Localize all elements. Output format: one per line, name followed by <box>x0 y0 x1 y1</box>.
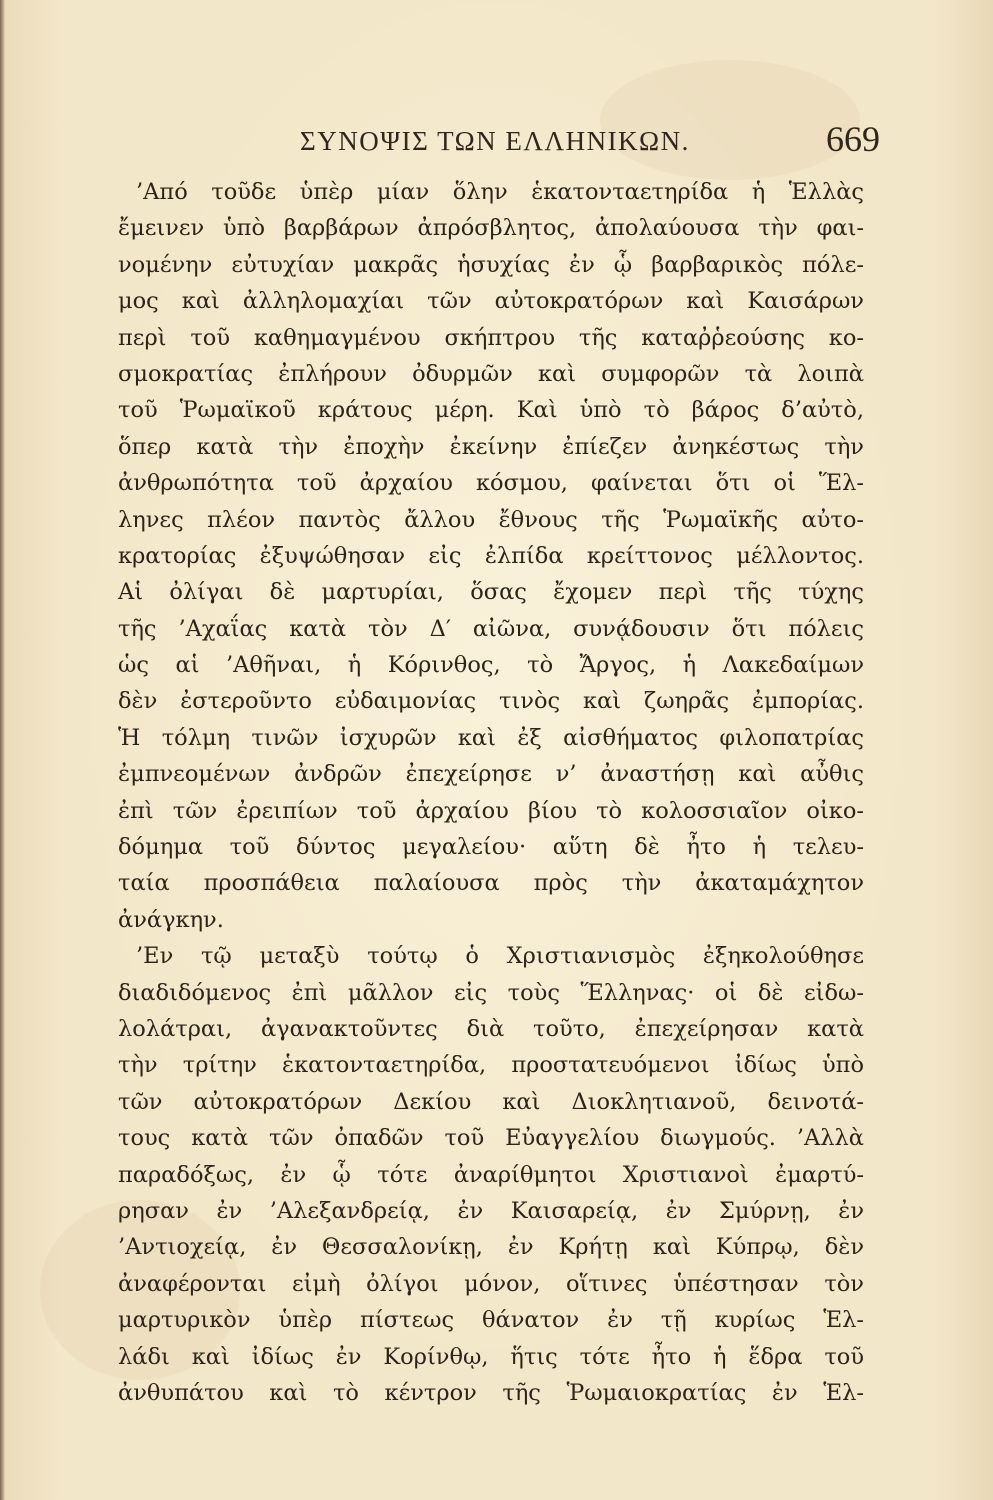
text-line: ’Αντιοχείᾳ, ἐν Θεσσαλονίκῃ, ἐν Κρήτῃ καὶ Κύπρῳ, δὲν <box>118 1234 864 1261</box>
text-line: σμοκρατίας ἐπλήρουν ὀδυρμῶν καὶ συμφορῶν τὰ λοιπὰ <box>118 360 864 387</box>
text-line: ἀνθρωπότητα τοῦ ἀρχαίου κόσμου, φαίνεται ὅτι οἱ Ἕλ- <box>118 470 864 497</box>
text-line: ὡς αἱ ’Αθῆναι, ἡ Κόρινθος, τὸ Ἄργος, ἡ Λακεδαίμων <box>118 652 864 679</box>
text-line: ὅπερ κατὰ τὴν ἐποχὴν ἐκείνην ἐπίεζεν ἀνηκέστως τὴν <box>118 433 864 460</box>
text-line: ’Εν τῷ μεταξὺ τούτῳ ὁ Χριστιανισμὸς ἐξηκολούθησε <box>136 943 864 970</box>
text-line: ἐμπνεομένων ἀνδρῶν ἐπεχείρησε ν’ ἀναστήσῃ καὶ αὖθις <box>118 761 864 788</box>
text-line: διαδιδόμενος ἐπὶ μᾶλλον εἰς τοὺς Ἕλληνας· οἱ δὲ εἰδω- <box>118 979 864 1006</box>
text-line: ἔμεινεν ὑπὸ βαρβάρων ἀπρόσβλητος, ἀπολαύουσα τὴν φαι- <box>118 215 864 242</box>
text-line: ρησαν ἐν ’Αλεξανδρείᾳ, ἐν Καισαρείᾳ, ἐν Σμύρνῃ, ἐν <box>118 1197 864 1224</box>
text-line: τους κατὰ τῶν ὀπαδῶν τοῦ Εὐαγγελίου διωγμούς. ’Αλλὰ <box>118 1125 864 1152</box>
text-line: ἀνθυπάτου καὶ τὸ κέντρον τῆς Ῥωμαιοκρατίας ἐν Ἑλ- <box>118 1379 864 1406</box>
text-line: τοῦ Ῥωμαϊκοῦ κράτους μέρη. Καὶ ὑπὸ τὸ βάρος δ’αὐτὸ, <box>118 397 864 424</box>
body-text <box>118 174 864 1411</box>
text-line: μος καὶ ἀλληλομαχίαι τῶν αὐτοκρατόρων καὶ Καισάρων <box>118 288 864 315</box>
text-line: ἀναφέρονται εἰμὴ ὀλίγοι μόνον, οἵτινες ὑπέστησαν τὸν <box>118 1270 864 1297</box>
page-edge-shadow <box>0 0 5 1500</box>
text-line: ληνες πλέον παντὸς ἄλλου ἔθνους τῆς Ῥωμαϊκῆς αὐτο- <box>118 506 864 533</box>
text-line: ἐπὶ τῶν ἐρειπίων τοῦ ἀρχαίου βίου τὸ κολοσσιαῖον οἰκο- <box>118 797 864 824</box>
text-line: τῶν αὐτοκρατόρων Δεκίου καὶ Διοκλητιανοῦ, δεινοτά- <box>118 1088 864 1115</box>
text-line: νομένην εὐτυχίαν μακρᾶς ἡσυχίας ἐν ᾧ βαρβαρικὸς πόλε- <box>118 251 864 278</box>
text-line: τὴν τρίτην ἑκατονταετηρίδα, προστατευόμενοι ἰδίως ὑπὸ <box>118 1052 864 1079</box>
page-number: 669 <box>826 119 880 159</box>
text-line: παραδόξως, ἐν ᾧ τότε ἀναρίθμητοι Χριστιανοὶ ἐμαρτύ- <box>118 1161 864 1188</box>
text-line: ἀνάγκην. <box>118 906 224 933</box>
running-title: ΣΥΝΟΨΙΣ ΤΩΝ ΕΛΛΗΝΙΚΩΝ. <box>300 126 690 156</box>
text-line: Αἱ ὀλίγαι δὲ μαρτυρίαι, ὅσας ἔχομεν περὶ τῆς τύχης <box>118 579 864 606</box>
text-line: τῆς ’Αχαΐας κατὰ τὸν Δ′ αἰῶνα, συνᾴδουσιν ὅτι πόλεις <box>118 615 864 642</box>
text-line: κρατορίας ἐξυψώθησαν εἰς ἐλπίδα κρείττονος μέλλοντος. <box>118 542 864 569</box>
text-line: ταία προσπάθεια παλαίουσα πρὸς τὴν ἀκαταμάχητον <box>118 870 864 897</box>
text-line: μαρτυρικὸν ὑπὲρ πίστεως θάνατον ἐν τῇ κυρίως Ἑλ- <box>118 1307 864 1334</box>
text-line: δόμημα τοῦ δύντος μεγαλείου· αὕτη δὲ ἦτο ἡ τελευ- <box>118 834 864 861</box>
text-line: ’Από τοῦδε ὑπὲρ μίαν ὅλην ἑκατονταετηρίδα ἡ Ἑλλὰς <box>136 179 864 205</box>
running-head <box>120 118 880 162</box>
text-line: Ἡ τόλμη τινῶν ἰσχυρῶν καὶ ἐξ αἰσθήματος φιλοπατρίας <box>118 724 864 751</box>
text-line: λολάτραι, ἀγανακτοῦντες διὰ τοῦτο, ἐπεχείρησαν κατὰ <box>118 1015 864 1042</box>
text-line: λάδι καὶ ἰδίως ἐν Κορίνθῳ, ἥτις τότε ἦτο ἡ ἕδρα τοῦ <box>118 1343 864 1370</box>
text-line: περὶ τοῦ καθημαγμένου σκήπτρου τῆς καταῤῥεούσης κο- <box>118 324 864 351</box>
text-line: δὲν ἐστεροῦντο εὐδαιμονίας τινὸς καὶ ζωηρᾶς ἐμπορίας. <box>118 688 864 715</box>
